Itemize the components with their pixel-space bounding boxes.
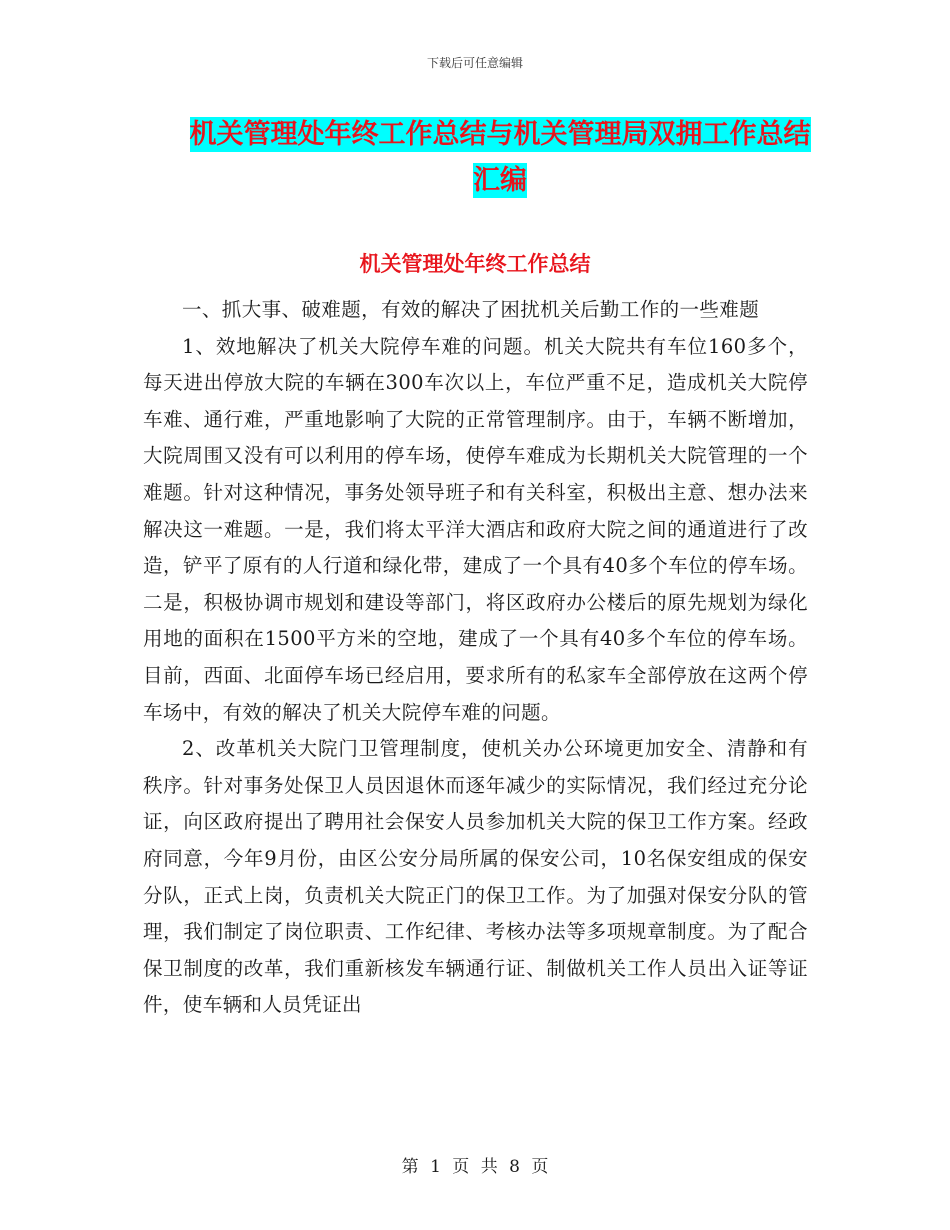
header-note: 下载后可任意编辑 <box>426 56 523 70</box>
title-line-1: 机关管理处年终工作总结与机关管理局双拥工作总结 <box>189 119 811 150</box>
paragraph-1: 1、效地解决了机关大院停车难的问题。机关大院共有车位160多个，每天进出停放大院的车辆在300车次以上，车位严重不足，造成机关大院停车难、通行难，严重地影响了大院的正常管理制序。由于，车辆不断增加，大院周围又没有可以利用的停车场，使停车难成为长期机关大院管理的一个难题。针对这种情况，事务处领导班子和有关科室，积极出主意、想办法来解决这一难题。一是，我们将太平洋大酒店和政府大院之间的通道进行了改造，铲平了原有的人行道和绿化带，建成了一个具有40多个车位的停车场。二是，积极协调市规划和建设等部门，将区政府办公楼后的原先规划为绿化用地的面积在1500平方米的空地，建成了一个具有40多个车位的停车场。目前，西面、北面停车场已经启用，要求所有的私家车全部停放在这两个停车场中，有效的解决了机关大院停车难的问题。 <box>143 334 808 724</box>
paragraph-heading: 一、抓大事、破难题，有效的解决了困扰机关后勤工作的一些难题 <box>182 298 760 321</box>
paragraph-2: 2、改革机关大院门卫管理制度，使机关办公环境更加安全、清静和有秩序。针对事务处保卫人员因退休而逐年减少的实际情况，我们经过充分论证，向区政府提出了聘用社会保安人员参加机关大院的保卫工作方案。经政府同意，今年9月份，由区公安分局所属的保安公司，10名保安组成的保安分队，正式上岗，负责机关大院正门的保卫工作。为了加强对保安分队的管理，我们制定了岗位职责、工作纪律、考核办法等多项规章制度。为了配合保卫制度的改革，我们重新核发车辆通行证、制做机关工作人员出入证等证件，使车辆和人员凭证出 <box>143 737 808 1017</box>
title-line-2: 汇编 <box>473 165 527 196</box>
document-body <box>143 292 808 1024</box>
document-title <box>150 112 850 204</box>
page-footer: 第 1 页 共 8 页 <box>401 1157 549 1177</box>
section-title: 机关管理处年终工作总结 <box>359 252 591 276</box>
